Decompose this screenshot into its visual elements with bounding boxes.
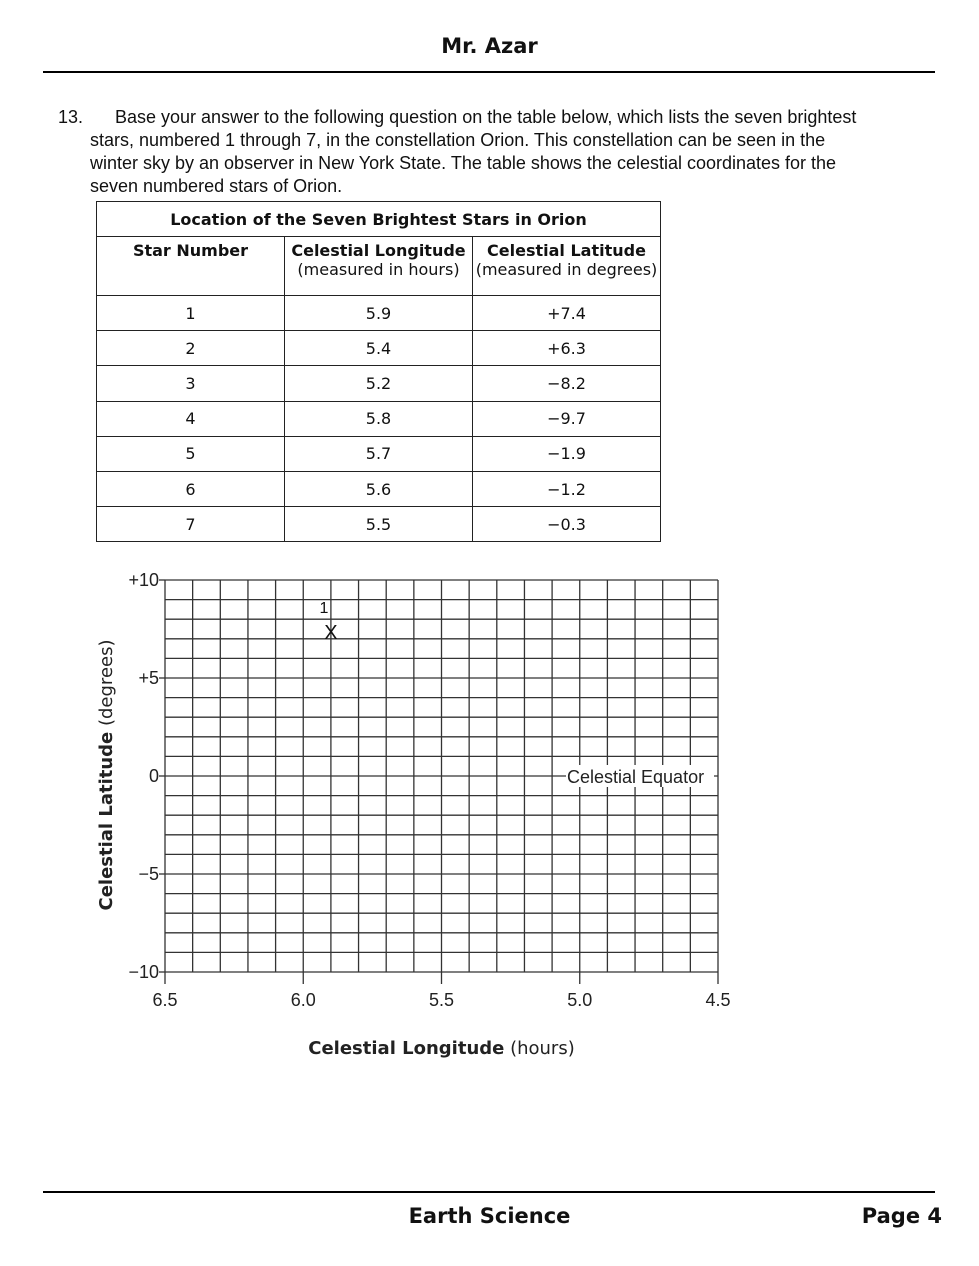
col-label: Celestial Longitude [291,241,466,260]
col-label: Star Number [132,241,249,260]
x-tick-label: 5.5 [428,990,455,1010]
table-cell: −9.7 [473,401,661,436]
table-cell: 5.2 [285,366,473,401]
table-cell: 5 [97,436,285,471]
celestial-equator-label: Celestial Equator [567,767,705,787]
table-cell: 2 [97,331,285,366]
table-title: Location of the Seven Brightest Stars in Orion [97,202,661,237]
col-label: Celestial Latitude [487,241,646,260]
table-cell: −1.2 [473,471,661,506]
table-cell: 5.4 [285,331,473,366]
y-axis-title-main: Celestial Latitude [96,731,117,911]
y-tick-label: −10 [128,962,159,982]
y-tick-label: 0 [148,766,159,786]
y-axis-title-unit: (degrees) [96,639,117,732]
x-tick-label: 6.0 [290,990,316,1010]
question-text: Base your answer to the following question on the table below, which lists the seven brightest stars, numbered 1 through 7, in the constellation Orion. This constellation can be seen in the winter sky by an observer in New York State. The table shows the celestial coordinates for the seven numbered stars of Orion. [90,107,857,196]
table-cell: 3 [97,366,285,401]
x-tick-label: 6.5 [152,990,178,1010]
table-cell: −1.9 [473,436,661,471]
x-axis-title [308,1038,574,1059]
col-sublabel: (measured in degrees) [475,260,658,279]
y-axis-title [96,639,117,910]
table-cell: 5.8 [285,401,473,436]
table-cell: 4 [97,401,285,436]
subject-name: Earth Science [408,1204,571,1228]
footer-divider [43,1191,935,1193]
table-cell: 5.9 [285,296,473,331]
teacher-name: Mr. Azar [441,34,538,58]
x-axis-title-main: Celestial Longitude [308,1038,505,1059]
table-cell: +7.4 [473,296,661,331]
y-tick-label: +5 [138,668,159,688]
x-axis-title-unit: (hours) [504,1038,575,1059]
question-number: 13. [58,107,84,127]
x-tick-label: 5.0 [567,990,593,1010]
col-sublabel: (measured in hours) [297,260,460,279]
y-tick-label: −5 [138,864,159,884]
star-label: 1 [319,599,329,617]
table-cell: 1 [97,296,285,331]
x-tick-label: 4.5 [705,990,731,1010]
table-cell: 7 [97,507,285,542]
page-number: Page 4 [861,1204,942,1228]
y-tick-label: +10 [128,570,159,590]
table-cell: 5.6 [285,471,473,506]
table-cell: −8.2 [473,366,661,401]
table-cell: −0.3 [473,507,661,542]
table-cell: 6 [97,471,285,506]
table-cell: +6.3 [473,331,661,366]
table-cell: 5.5 [285,507,473,542]
table-cell: 5.7 [285,436,473,471]
star-marker: X [324,621,338,644]
